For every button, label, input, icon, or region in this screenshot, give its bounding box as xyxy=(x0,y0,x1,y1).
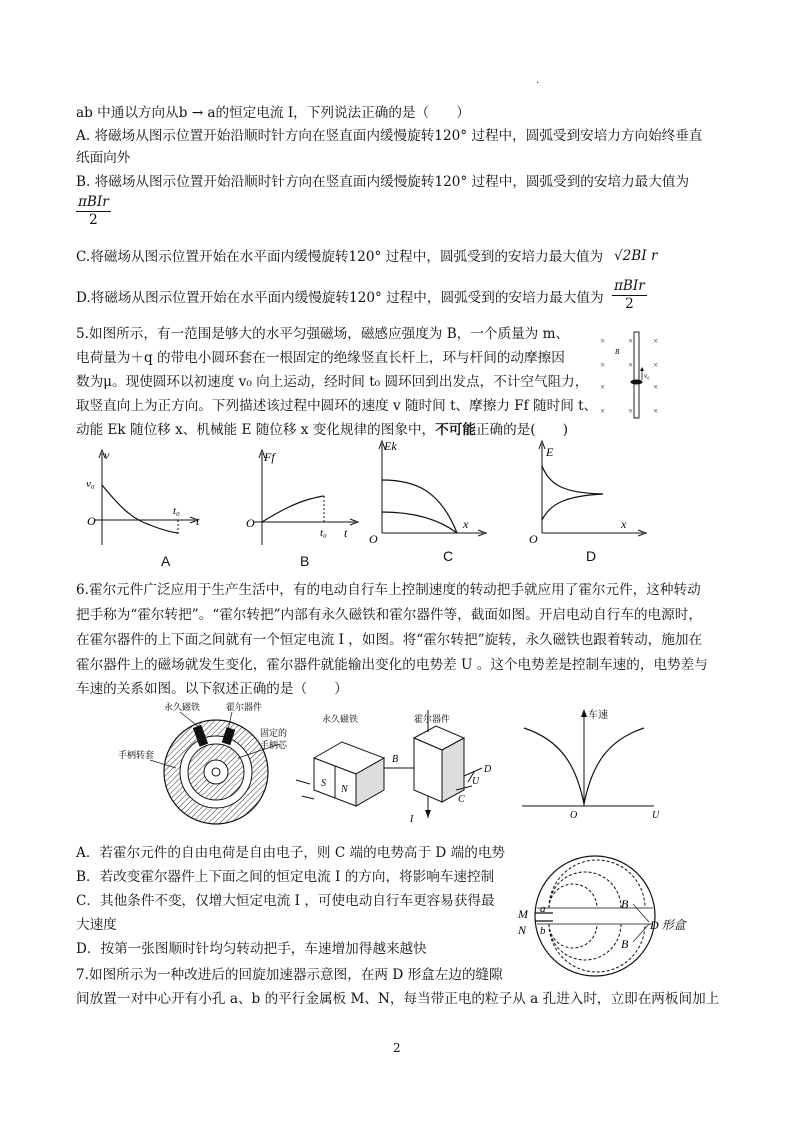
q7-line1: 7.如图所示为一种改进后的回旋加速器示意图，在两 D 形盒左边的缝隙 xyxy=(76,967,503,983)
core-label-1: 固定的 xyxy=(260,728,288,738)
terminal-d-label: D xyxy=(484,764,492,775)
q6-option-c-line2: 大速度 xyxy=(76,917,117,933)
q6-line3: 在霍尔器件的上下面之间就有一个恒定电流 I ，如图。将“霍尔转把”旋转，永久磁铁也跟着转动，施加在 xyxy=(76,632,703,648)
q4-option-c-line: C.将磁场从图示位置开始在水平面内缓慢旋转120° 过程中，圆弧受到的安培力最大值为 xyxy=(76,249,604,265)
q4-option-a-line1: A. 将磁场从图示位置开始沿顺时针方向在竖直面内缓慢旋转120° 过程中，圆弧受到安培力方向始终垂直 xyxy=(76,128,703,144)
field-b-label: B xyxy=(615,348,620,356)
q4-b-numerator: πBIr xyxy=(78,194,109,210)
voltage-label: U xyxy=(472,776,480,787)
hall-label: 霍尔器件 xyxy=(226,702,263,712)
plate-m-label: M xyxy=(518,907,528,921)
terminal-c-label: C xyxy=(458,794,465,805)
q7-line2: 间放置一对中心开有小孔 a、b 的平行金属板 M、N，每当带正电的粒子从 a 孔进入时，立即在两板间加上 xyxy=(76,991,720,1007)
ke-curve-lower xyxy=(382,512,457,533)
t0-label: t₀ xyxy=(173,505,180,517)
speed-curve-left xyxy=(524,728,584,804)
permanent-magnet-block xyxy=(314,742,384,806)
x-label: x xyxy=(463,517,469,531)
q5-line1: 5.如图所示，有一范围是够大的水平匀强磁场，磁感应强度为 B，一个质量为 m、 xyxy=(76,326,570,342)
q4-stem: ab 中通以方向从b → a的恒定电流 I，下列说法正确的是（ ） xyxy=(76,105,470,121)
page-number: 2 xyxy=(393,1041,401,1055)
pole-s-label: S xyxy=(321,778,326,789)
q4-option-d-line: D.将磁场从图示位置开始在水平面内缓慢旋转120° 过程中，圆弧受到的安培力最大值为 xyxy=(76,290,604,306)
friction-curve xyxy=(262,496,324,522)
field-cross: × xyxy=(653,360,659,370)
hall-handle-cross-section xyxy=(120,702,300,830)
field-cross: × xyxy=(600,382,606,392)
q4-option-b-line1: B. 将磁场从图示位置开始沿顺时针方向在竖直面内缓慢旋转120° 过程中，圆弧受到的安培力最大值为 xyxy=(76,174,690,190)
q6-line1: 6.霍尔元件广泛应用于生产生活中，有的电动自行车上控制速度的转动把手就应用了霍尔元件，这种转动 xyxy=(76,582,701,598)
t0-label: t₀ xyxy=(320,527,327,539)
q5-caption-a: A xyxy=(161,553,171,569)
field-cross: × xyxy=(600,360,606,370)
hole-a-label: a xyxy=(540,903,546,915)
plate-n-label: N xyxy=(518,923,527,937)
q5-line5-bold: 不可能 xyxy=(435,422,476,438)
current-arrow xyxy=(425,810,431,818)
q5-caption-c: C xyxy=(443,548,454,564)
q6-option-b: B．若改变霍尔器件上下面之间的恒定电流 I 的方向，将影响车速控制 xyxy=(76,869,495,885)
q5-graph-c xyxy=(365,438,495,548)
origin-label: O xyxy=(529,532,538,546)
hole-b-label: b xyxy=(540,925,546,937)
header-mark: . xyxy=(536,75,540,86)
current-label: I xyxy=(410,814,414,825)
d-box-outline xyxy=(535,856,655,976)
field-cross: × xyxy=(653,336,659,346)
q4-option-a-line2: 纸面向外 xyxy=(76,150,131,166)
q5-graph-b xyxy=(240,445,370,550)
field-line-left xyxy=(296,780,310,784)
pole-n-label: N xyxy=(341,784,348,795)
field-b-top-label: B xyxy=(621,897,629,911)
q6-line2: 把手称为“霍尔转把”。“霍尔转把”内部有永久磁铁和霍尔器件等，截面如图。开启电动自行车的电源时， xyxy=(76,607,702,623)
x-label: t xyxy=(344,526,348,540)
y-label: Ff xyxy=(264,450,275,464)
magnet-label: 永久磁铁 xyxy=(164,702,201,712)
y-label: Ek xyxy=(384,439,397,453)
core-label-2: 手柄芯 xyxy=(260,740,288,750)
q4-option-d-fraction xyxy=(612,278,647,313)
q5-line5-b: 正确的是( ) xyxy=(475,422,569,438)
vertical-rod xyxy=(634,332,639,418)
velocity-label: v₀ xyxy=(644,372,650,380)
hall-label: 霍尔器件 xyxy=(414,714,451,724)
field-line-left-2 xyxy=(302,796,314,799)
d-box-label: D 形盒 xyxy=(650,918,686,932)
hall-device-block xyxy=(414,726,464,802)
q4-b-denominator: 2 xyxy=(89,212,98,228)
energy-curve-upper xyxy=(542,466,603,494)
energy-curve-lower xyxy=(542,494,603,520)
q4-option-c-value: √2BI r xyxy=(614,248,658,264)
q4-d-denominator: 2 xyxy=(625,296,634,312)
hall-device-diagram xyxy=(296,706,516,834)
field-cross: × xyxy=(653,406,659,416)
velocity-arrowhead xyxy=(640,367,644,371)
origin-label: O xyxy=(369,532,378,546)
q5-line5 xyxy=(76,421,568,439)
field-cross: × xyxy=(628,360,634,370)
q6-line4: 霍尔器件上的磁场就发生变化，霍尔器件就能输出变化的电势差 U 。这个电势差是控制车速的，电势差与 xyxy=(76,657,708,673)
q4-d-numerator: πBIr xyxy=(614,278,645,294)
q5-line3: 数为μ。现使圆环以初速度 v₀ 向上运动，经时间 t₀ 圆环回到出发点，不计空气阻力， xyxy=(76,374,589,390)
q6-line5: 车速的关系如图。以下叙述正确的是（ ） xyxy=(76,681,348,697)
magnet-leader xyxy=(180,712,200,728)
q5-line2: 电荷量为＋q 的带电小圆环套在一根固定的绝缘竖直长杆上，环与杆间的动摩擦因 xyxy=(76,350,565,366)
v0-label: v₀ xyxy=(86,478,95,490)
y-axis-arrow xyxy=(581,709,587,717)
q6-option-a: A．若霍尔元件的自由电荷是自由电子，则 C 端的电势高于 D 端的电势 xyxy=(76,845,506,861)
field-cross: × xyxy=(600,336,606,346)
sleeve-label: 手柄转套 xyxy=(118,750,155,760)
terminal-d-wire xyxy=(464,768,482,776)
x-label: t xyxy=(196,514,200,528)
field-b-bottom-label: B xyxy=(621,937,629,951)
field-b-label: B xyxy=(392,754,399,765)
magnet-label: 永久磁铁 xyxy=(322,714,359,724)
origin-label: O xyxy=(570,810,578,821)
ke-curve-upper xyxy=(382,480,457,533)
y-label: 车速 xyxy=(588,710,608,721)
field-cross: × xyxy=(600,406,606,416)
q5-caption-d: D xyxy=(586,548,597,564)
q4-option-b-fraction xyxy=(76,194,111,229)
field-cross: × xyxy=(653,382,659,392)
core-center xyxy=(212,768,220,776)
q6-option-c-line1: C．其他条件不变，仅增大恒定电流 I ，可使电动自行车更容易获得最 xyxy=(76,893,495,909)
q5-line4: 取竖直向上为正方向。下列描述该过程中圆环的速度 v 随时间 t、摩擦力 Ff 随时间 t、 xyxy=(76,398,598,414)
speed-voltage-graph xyxy=(520,704,670,820)
x-label: x xyxy=(621,517,627,531)
field-cross: × xyxy=(628,406,634,416)
origin-label: O xyxy=(87,514,96,528)
x-label: U xyxy=(652,810,660,821)
origin-label: O xyxy=(246,516,255,530)
velocity-curve xyxy=(102,485,178,533)
q5-graph-d xyxy=(525,438,655,548)
y-label: E xyxy=(546,445,554,459)
field-cross: × xyxy=(628,336,634,346)
cyclotron-diagram xyxy=(515,852,705,978)
q5-line5-a: 动能 Ek 随位移 x、机械能 E 随位移 x 变化规律的图象中， xyxy=(76,422,436,438)
q5-graph-a xyxy=(80,445,210,550)
charged-ring xyxy=(631,380,643,385)
speed-curve-right xyxy=(584,728,644,804)
q5-caption-b: B xyxy=(300,553,310,569)
y-label: v xyxy=(104,448,110,462)
q6-option-d: D．按第一张图顺时针均匀转动把手，车速增加得越来越快 xyxy=(76,941,427,957)
q5-field-diagram xyxy=(598,328,664,420)
